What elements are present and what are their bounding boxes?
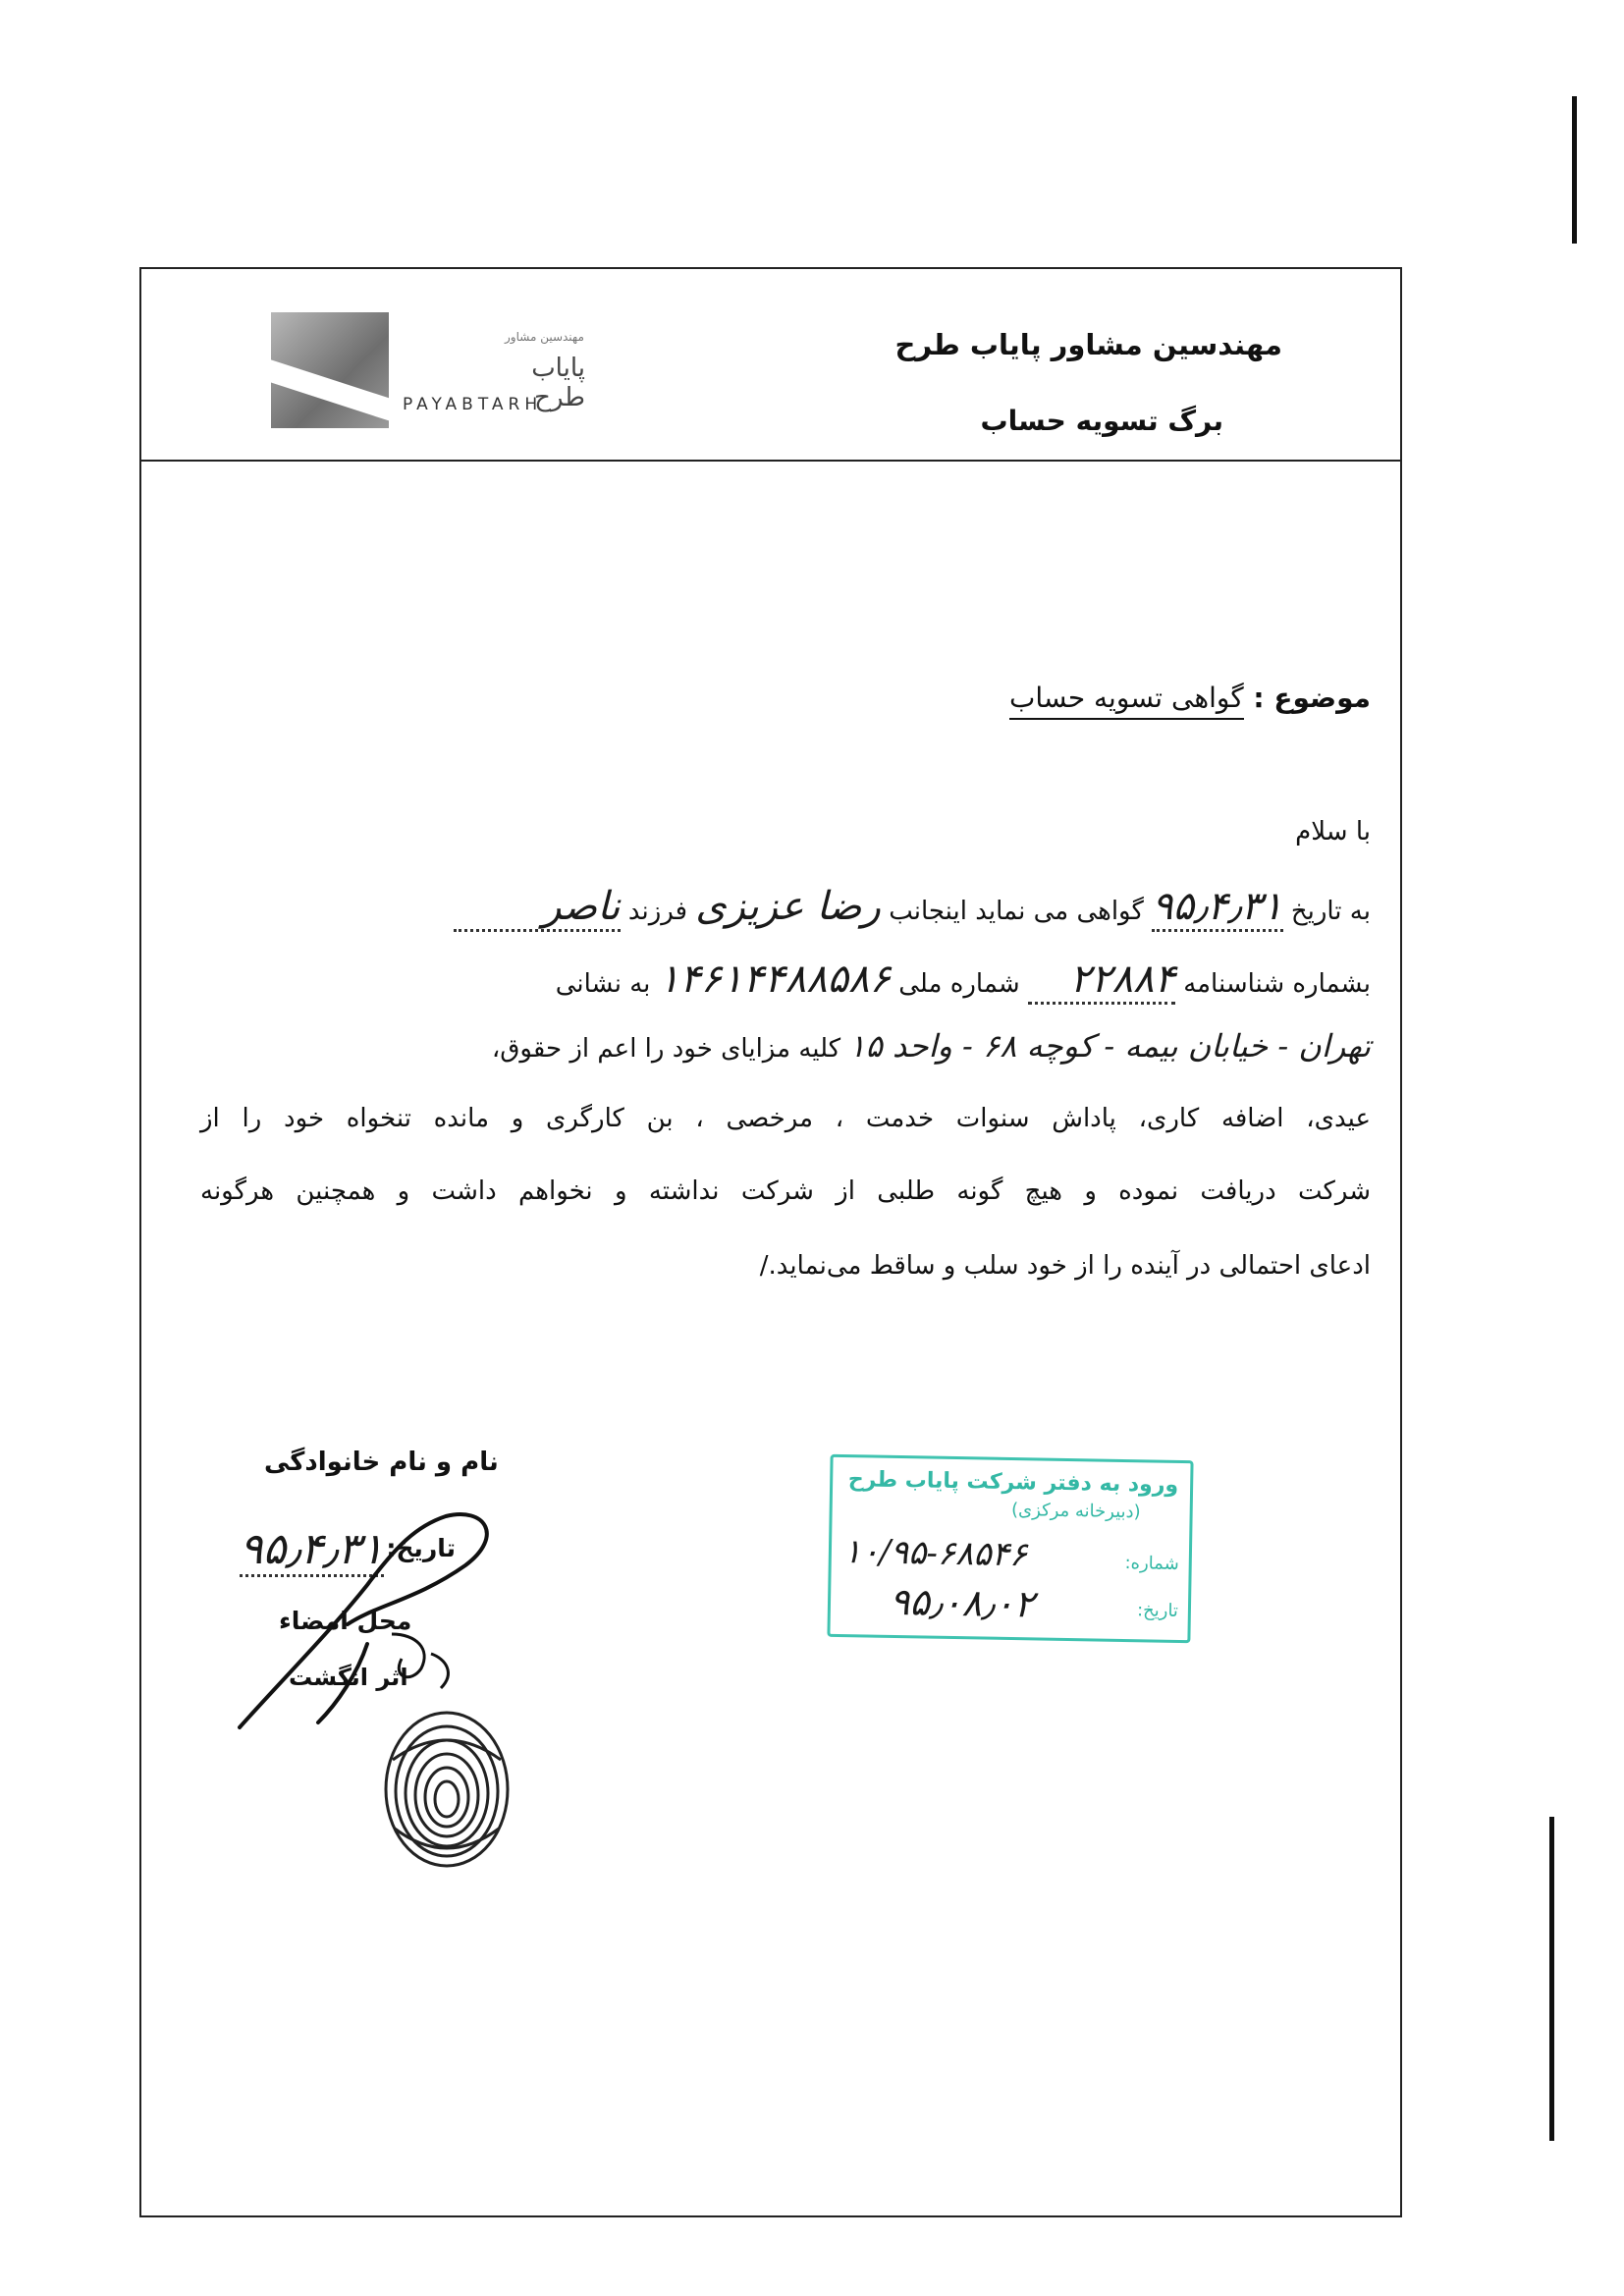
company-name: مهندسین مشاور پایاب طرح — [894, 328, 1282, 361]
logo-english-text: PAYABTARH — [403, 395, 543, 414]
handwritten-father-name: ناصر — [454, 884, 621, 932]
thumbprint-label: اثر انگشت — [289, 1664, 408, 1691]
handwritten-date: ۹۵٫۴٫۳۱ — [1152, 884, 1282, 932]
logo-mark-icon — [271, 312, 389, 428]
benefits-text: کلیه مزایای خود را اعم از حقوق، — [491, 1034, 841, 1064]
letter-line-6: ادعای احتمالی در آینده را از خود سلب و ساقط می‌نماید./ — [759, 1251, 1371, 1281]
stamp-number: ۱۰/۹۵-۶۸۵۴۶ — [842, 1532, 1028, 1575]
letter-line-3 — [200, 1027, 1371, 1066]
document-frame — [139, 267, 1402, 2217]
signature-date-value: ۹۵٫۴٫۳۱ — [240, 1524, 384, 1577]
logo-persian-text: پایاب طرح — [531, 354, 585, 412]
logo-persian-subtitle: مهندسین مشاور — [505, 330, 584, 344]
form-title: برگ تسویه حساب — [980, 405, 1223, 437]
subject-value: گواهی تسویه حساب — [1009, 682, 1244, 720]
subject-label: موضوع : — [1253, 682, 1371, 714]
handwritten-national-id: ۱۴۶۱۴۴۸۸۵۸۶ — [658, 957, 891, 1002]
stamp-date-label: تاریخ: — [1136, 1600, 1179, 1621]
letterhead — [141, 269, 1400, 462]
registration-stamp — [827, 1454, 1193, 1643]
id-number-label: بشماره شناسنامه — [1183, 969, 1371, 999]
subject-line — [1009, 682, 1371, 714]
national-id-label: شماره ملی — [898, 969, 1020, 999]
handwritten-name: رضا عزیزی — [695, 884, 881, 929]
scan-edge-mark-bottom — [1549, 1817, 1554, 2141]
child-of-label: فرزند — [627, 897, 688, 926]
signature-place-label: محل امضاء — [279, 1607, 412, 1635]
letter-line-4: عیدی، اضافه کاری، پاداش سنوات خدمت ، مرخصی ، بن کارگری و مانده تنخواه خود را از — [200, 1104, 1371, 1133]
letter-line-2 — [200, 957, 1371, 1002]
full-name-label: نام و نام خانوادگی — [264, 1448, 499, 1477]
letter-line-1 — [200, 884, 1371, 929]
thumbprint-icon — [373, 1701, 520, 1878]
company-logo — [271, 312, 585, 430]
handwritten-id-number: ۲۲۸۸۴ — [1028, 957, 1175, 1005]
address-label: به نشانی — [555, 969, 651, 999]
stamp-title: ورود به دفتر شرکت پایاب طرح — [847, 1467, 1179, 1498]
certify-text: گواهی می نماید اینجانب — [889, 897, 1144, 926]
scan-edge-mark-top — [1572, 96, 1577, 244]
stamp-date: ۹۵٫۰۸٫۰۲ — [889, 1579, 1035, 1626]
signature-date-label: تاریخ: — [386, 1534, 456, 1562]
handwritten-address: تهران - خیابان بیمه - کوچه ۶۸ - واحد ۱۵ — [848, 1027, 1371, 1065]
greeting: با سلام — [1295, 817, 1371, 847]
date-label: به تاریخ — [1290, 897, 1371, 926]
letter-line-5: شرکت دریافت نموده و هیچ گونه طلبی از شرکت نداشته و نخواهم داشت و همچنین هرگونه — [200, 1176, 1371, 1206]
stamp-subtitle: (دبیرخانه مرکزی) — [1010, 1500, 1141, 1523]
stamp-number-label: شماره: — [1124, 1553, 1179, 1574]
